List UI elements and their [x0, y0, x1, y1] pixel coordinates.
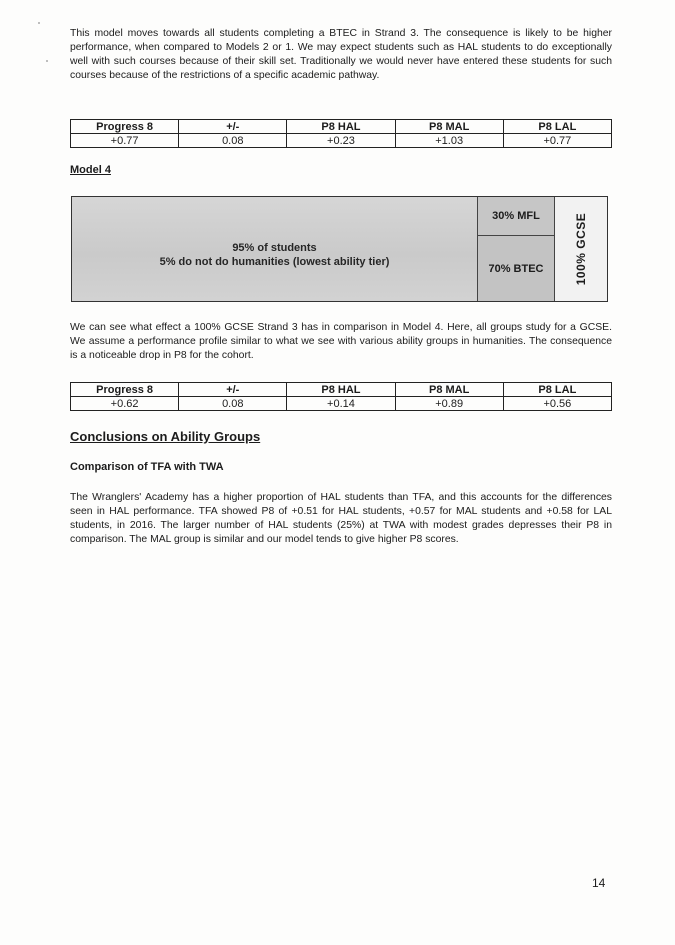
students-block — [72, 197, 478, 301]
model3-p8-table — [70, 119, 612, 148]
cell-plus-minus: 0.08 — [179, 397, 287, 411]
btec-cell: 70% BTEC — [478, 236, 555, 301]
header-plus-minus: +/- — [179, 383, 287, 397]
twa-comparison-paragraph: The Wranglers' Academy has a higher proportion of HAL students than TFA, and this accounts for the differences seen in HAL performance. TFA showed P8 of +0.51 for HAL students, +0.57 for MAL students and +0.58 for LAL students, in 2016. The larger number of HAL students (25%) at TWA with modest grades depresses their P8 in comparison. The MAL group is similar and our model tends to give higher P8 scores. — [70, 492, 612, 545]
students-block-text — [72, 241, 477, 269]
model4-description-paragraph: We can see what effect a 100% GCSE Strand 3 has in comparison in Model 4. Here, all groups study for a GCSE. We assume a performance profile similar to what we see with various ability groups in humanities. The consequence is a noticeable drop in P8 for the cohort. — [70, 322, 612, 361]
gcse-label: 100% GCSE — [574, 212, 588, 286]
header-p8-hal: P8 HAL — [287, 120, 395, 134]
header-progress8: Progress 8 — [71, 120, 179, 134]
scan-speck — [46, 60, 48, 62]
header-progress8: Progress 8 — [71, 383, 179, 397]
table-header-row — [71, 383, 612, 397]
mfl-cell: 30% MFL — [478, 197, 555, 236]
model4-diagram — [71, 196, 608, 302]
header-p8-mal: P8 MAL — [395, 383, 503, 397]
header-p8-lal: P8 LAL — [503, 383, 611, 397]
table-row — [71, 397, 612, 411]
cell-plus-minus: 0.08 — [179, 134, 287, 148]
scan-speck — [38, 22, 40, 24]
gcse-column — [555, 197, 607, 301]
cell-progress8: +0.77 — [71, 134, 179, 148]
cell-p8-hal: +0.23 — [287, 134, 395, 148]
cell-p8-hal: +0.14 — [287, 397, 395, 411]
students-line: 95% of students — [232, 242, 317, 254]
cell-p8-mal: +0.89 — [395, 397, 503, 411]
humanities-line: 5% do not do humanities (lowest ability tier) — [159, 256, 390, 268]
model4-heading: Model 4 — [70, 164, 111, 176]
comparison-subheading: Comparison of TFA with TWA — [70, 461, 224, 473]
header-p8-lal: P8 LAL — [503, 120, 611, 134]
table-header-row — [71, 120, 612, 134]
header-plus-minus: +/- — [179, 120, 287, 134]
conclusions-heading: Conclusions on Ability Groups — [70, 429, 261, 444]
header-p8-mal: P8 MAL — [395, 120, 503, 134]
page-number: 14 — [592, 876, 606, 890]
cell-p8-lal: +0.56 — [503, 397, 611, 411]
cell-p8-mal: +1.03 — [395, 134, 503, 148]
table-row — [71, 134, 612, 148]
cell-p8-lal: +0.77 — [503, 134, 611, 148]
cell-progress8: +0.62 — [71, 397, 179, 411]
intro-paragraph: This model moves towards all students completing a BTEC in Strand 3. The consequence is likely to be higher performance, when compared to Models 2 or 1. We may expect students such as HAL students to do exceptionally well with such courses because of their skill set. Traditionally we would never have entered these students for such courses because of the restrictions of a specific academic pathway. — [70, 28, 612, 81]
header-p8-hal: P8 HAL — [287, 383, 395, 397]
model4-p8-table — [70, 382, 612, 411]
